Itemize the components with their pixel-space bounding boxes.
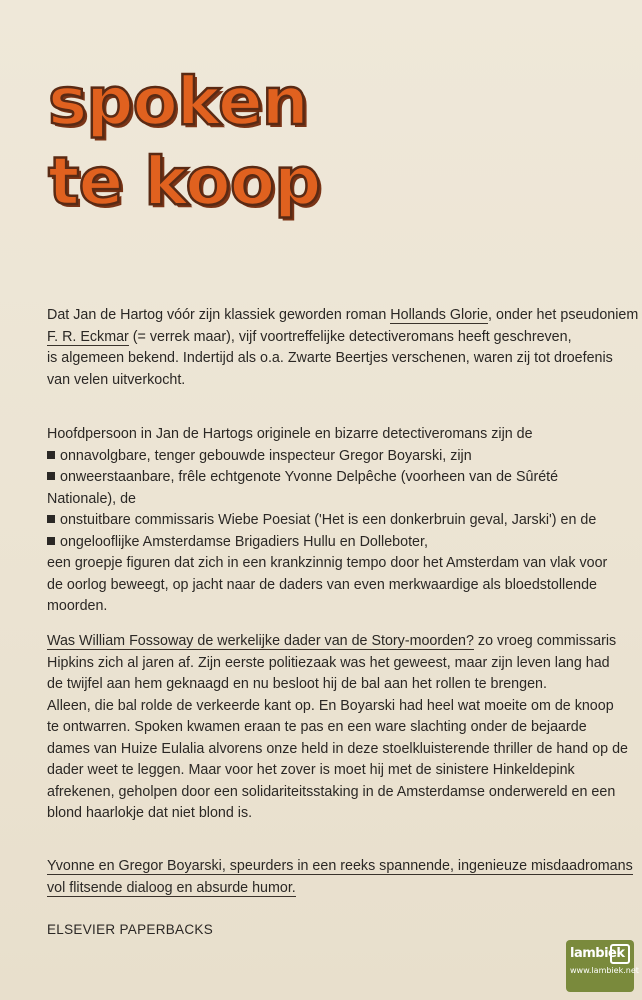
- list-item: ongelooflijke Amsterdamse Brigadiers Hullu en Dolleboter,: [47, 532, 607, 554]
- underlined-pseudonym: F. R. Eckmar: [47, 328, 129, 345]
- bullet-icon: [47, 448, 60, 464]
- list-item: onstuitbare commissaris Wiebe Poesiat ('Het is een donkerbruin geval, Jarski') en de: [47, 510, 607, 532]
- lambiek-sticker-logo: [566, 940, 639, 992]
- lambiek-mark-icon: [610, 944, 630, 964]
- paragraph-characters: Hoofdpersoon in Jan de Hartogs originele en bizarre detectiveromans zijn de onnavolgbare, tenger gebouwde inspecteur Gregor Boyarski, zijn onweerstaanbare, frêle echtgenote Yvonne Delpêche (voorheen van de Sûrété Nationale), de onstuitbare commissaris Wiebe Poesiat ('Het is een donkerbruin geval, Jarski') en de ongelooflijke Amsterdamse Brigadiers Hullu en Dolleboter, een groepje figuren dat zich in een krankzinnig tempo door het Amsterdam van vlak voor de oorlog beweegt, op jacht naar de daders van even merkwaardige als bloedstollende moorden.: [47, 426, 608, 614]
- sticker-brand: lambiek: [570, 946, 625, 961]
- underlined-title: Hollands Glorie: [390, 307, 489, 323]
- sticker-url: www.lambiek.net: [570, 966, 639, 975]
- publisher-imprint: ELSEVIER PAPERBACKS: [47, 922, 214, 937]
- list-item: onweerstaanbare, frêle echtgenote Yvonne Delpêche (voorheen van de Sûrété: [47, 467, 607, 489]
- title-line-1: spoken: [48, 63, 308, 140]
- book-title: [48, 62, 320, 222]
- list-item: onnavolgbare, tenger gebouwde inspecteur Gregor Boyarski, zijn: [47, 446, 607, 468]
- bullet-icon: [47, 512, 60, 528]
- bullet-icon: [47, 469, 60, 485]
- underlined-question: Was William Fossoway de werkelijke dader van de Story-moorden?: [47, 633, 474, 649]
- paragraph-intro: Dat Jan de Hartog vóór zijn klassiek geworden roman Hollands Glorie, onder het pseudoniem F. R. Eckmar (= verrek maar), vijf voortreffelijke detectiveromans heeft geschreven, is algemeen bekend. Indertijd als o.a. Zwarte Beertjes verschenen, waren zij tot droefenis van velen uitverkocht.: [47, 307, 639, 388]
- title-line-2: te koop: [48, 143, 321, 220]
- paragraph-plot: Was William Fossoway de werkelijke dader van de Story-moorden? zo vroeg commissaris Hipkins zich al jaren af. Zijn eerste politiezaak was het geweest, maar zijn leven lang had de twijfel aan hem geknaagd en nu besloot hij de bal aan het rollen te brengen. Alleen, die bal rolde de verkeerde kant op. En Boyarski had heel wat moeite om de knoop te ontwarren. Spoken kwamen eraan te pas en een ware slachting onder de bejaarde dames van Huize Eulalia alvorens onze held in deze stoelkluisterende thriller de hand op de dader weet te leggen. Maar voor het zover is moet hij met de sinistere Hinkeldepink afrekenen, geholpen door een solidariteitsstaking in de Amsterdamse onderwereld en een blond haarlokje dat niet blond is.: [47, 633, 628, 821]
- bullet-icon: [47, 534, 60, 550]
- paragraph-tagline: Yvonne en Gregor Boyarski, speurders in een reeks spannende, ingenieuze misdaadromans vol flitsende dialoog en absurde humor.: [47, 858, 633, 896]
